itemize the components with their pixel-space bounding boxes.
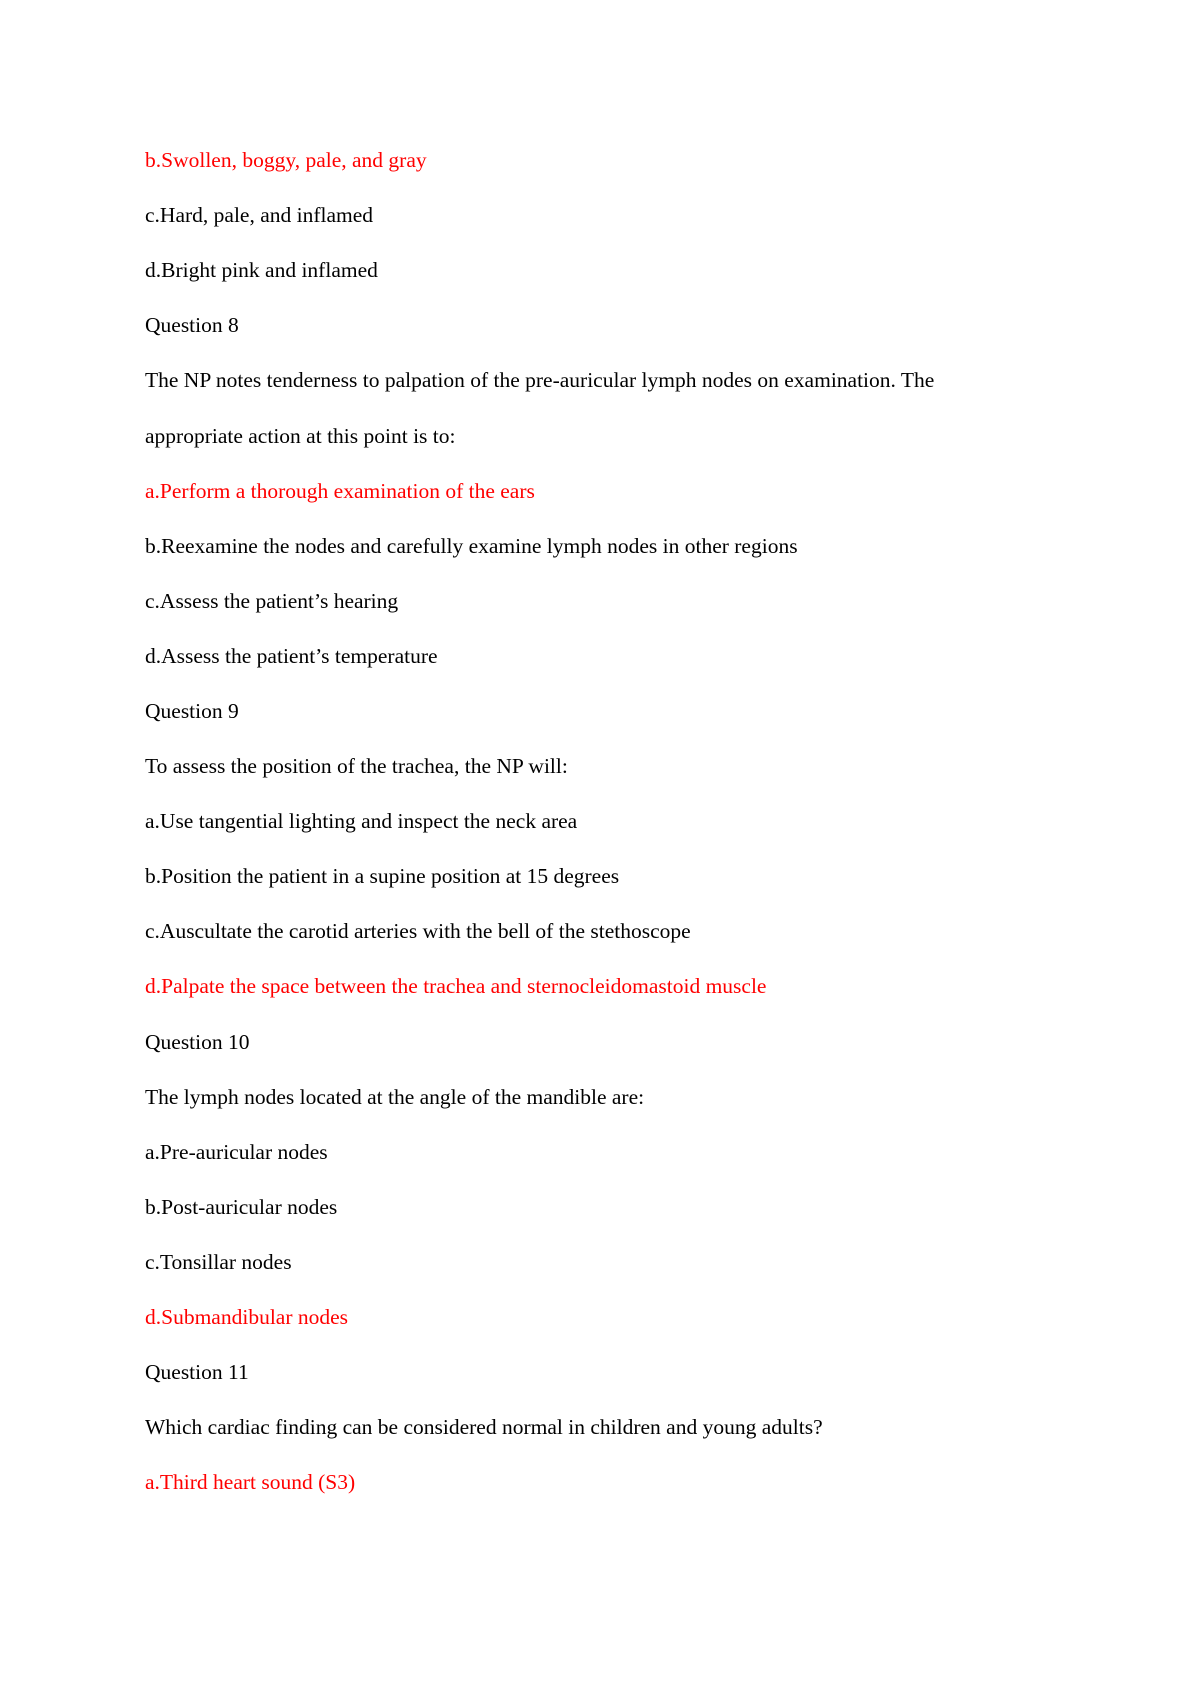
question-9-text: To assess the position of the trachea, the NP will: [145, 754, 568, 778]
answer-option-q11-a-correct: a.Third heart sound (S3) [145, 1470, 356, 1494]
answer-option-q10-b: b.Post-auricular nodes [145, 1195, 338, 1219]
answer-option-q9-b: b.Position the patient in a supine position at 15 degrees [145, 864, 620, 888]
question-11-heading: Question 11 [145, 1360, 249, 1384]
answer-option-q8-a-correct: a.Perform a thorough examination of the ears [145, 479, 535, 503]
question-8-text-line-2: appropriate action at this point is to: [145, 424, 456, 448]
question-10-text: The lymph nodes located at the angle of the mandible are: [145, 1085, 645, 1109]
question-11-text: Which cardiac finding can be considered normal in children and young adults? [145, 1415, 823, 1439]
answer-option-8d: d.Bright pink and inflamed [145, 258, 378, 282]
answer-option-q10-a: a.Pre-auricular nodes [145, 1140, 328, 1164]
answer-option-q8-d: d.Assess the patient’s temperature [145, 644, 438, 668]
answer-option-q8-c: c.Assess the patient’s hearing [145, 589, 399, 613]
answer-option-8c: c.Hard, pale, and inflamed [145, 203, 374, 227]
question-9-heading: Question 9 [145, 699, 239, 723]
question-8-text-line-1: The NP notes tenderness to palpation of the pre-auricular lymph nodes on examination. The [145, 368, 935, 392]
answer-option-8b-correct: b.Swollen, boggy, pale, and gray [145, 148, 427, 172]
answer-option-q9-c: c.Auscultate the carotid arteries with the bell of the stethoscope [145, 919, 691, 943]
answer-option-q10-d-correct: d.Submandibular nodes [145, 1305, 349, 1329]
answer-option-q9-d-correct: d.Palpate the space between the trachea and sternocleidomastoid muscle [145, 974, 767, 998]
answer-option-q8-b: b.Reexamine the nodes and carefully examine lymph nodes in other regions [145, 534, 798, 558]
answer-option-q10-c: c.Tonsillar nodes [145, 1250, 292, 1274]
answer-option-q9-a: a.Use tangential lighting and inspect the neck area [145, 809, 578, 833]
question-10-heading: Question 10 [145, 1030, 250, 1054]
question-8-heading: Question 8 [145, 313, 239, 337]
